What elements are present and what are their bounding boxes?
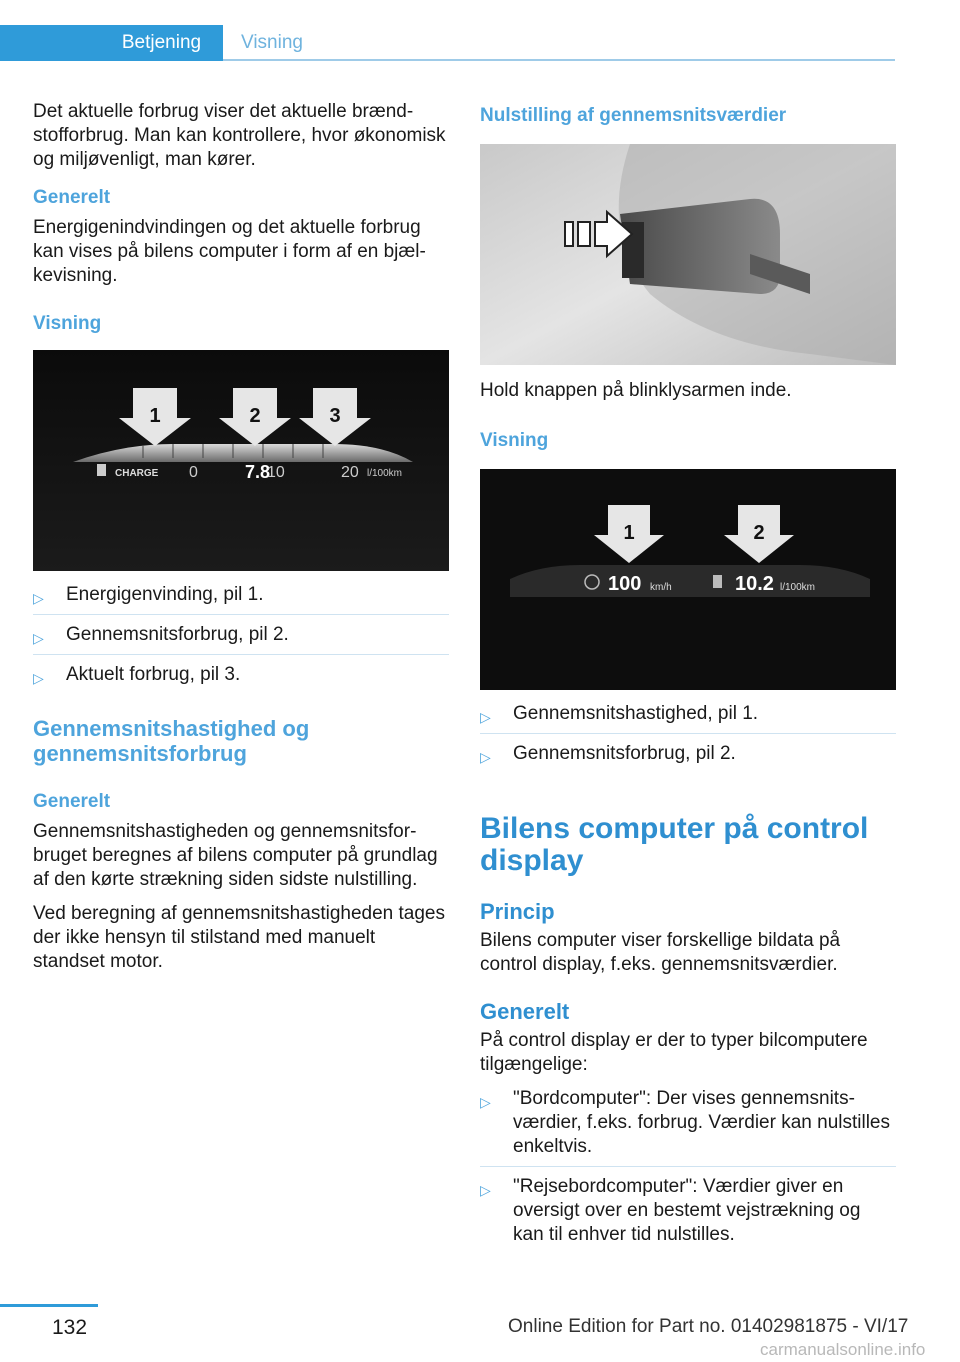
caption-lever: Hold knappen på blinklysarmen inde.: [480, 380, 792, 401]
heading-visning: Visning: [33, 313, 102, 334]
list-item: ▷ Energigenvinding, pil 1.: [33, 583, 449, 615]
gennemsnit-paragraph-1: Gennemsnitshastigheden og gennemsnitsforbruget beregnes af bilens computer på grundlag af den kørte strækning siden sidste nulstilling.: [33, 821, 438, 890]
fuel-pump-icon: [97, 464, 106, 476]
charge-label: CHARGE: [115, 468, 159, 479]
arrow-3-label: 3: [329, 405, 341, 427]
turn-signal-lever-illustration: [480, 144, 896, 365]
arrow-1-label: 1: [623, 522, 635, 544]
list-figure1: [33, 583, 449, 694]
generelt-paragraph: Energigenindvindingen og det aktuelle forbrug kan vises på bilens computer i form af en bjælkevisning.: [33, 217, 426, 286]
left-column: [33, 100, 449, 984]
list-item: ▷ Aktuelt forbrug, pil 3.: [33, 656, 449, 694]
header-tabs: [0, 25, 895, 61]
list-computers: [480, 1087, 896, 1254]
list-item: ▷ "Bordcomputer": Der vises gennemsnitsværdier, f.eks. forbrug. Værdier kan nulstilles enkeltvis.: [480, 1087, 896, 1167]
triangle-bullet-icon: ▷: [33, 590, 44, 606]
scale-0: 0: [189, 464, 198, 481]
triangle-bullet-icon: ▷: [33, 670, 44, 686]
fuel-unit: l/100km: [780, 582, 816, 593]
intro-paragraph: Det aktuelle forbrug viser det aktuelle brændstofforbrug. Man kan kontrollere, hvor økonomisk og miljøvenligt, man kører.: [33, 101, 446, 170]
arrow-2-label: 2: [249, 405, 261, 427]
arrow-2-label: 2: [753, 522, 765, 544]
footer-divider: [0, 1304, 98, 1307]
right-column: [480, 104, 896, 1255]
triangle-bullet-icon: ▷: [480, 709, 491, 725]
heading-generelt: Generelt: [33, 187, 111, 208]
scale-10: 10: [267, 464, 285, 481]
scale-unit: l/100km: [367, 468, 403, 479]
triangle-bullet-icon: ▷: [480, 1182, 491, 1198]
gennemsnit-paragraph-2: Ved beregning af gennemsnitshastigheden tages der ikke hensyn til stilstand med manuelt standset motor.: [33, 903, 445, 972]
average-values-figure: [480, 469, 896, 690]
list-item: ▷ Gennemsnitsforbrug, pil 2.: [33, 616, 449, 655]
heading-princip: Princip: [480, 899, 555, 924]
princip-paragraph: Bilens computer viser forskellige bildata på control display, f.eks. gennemsnitsværdier.: [480, 930, 841, 975]
list-item: ▷ "Rejsebordcomputer": Værdier giver en oversigt over en bestemt vejstrækning og kan til enhver tid nulstilles.: [480, 1176, 861, 1245]
triangle-bullet-icon: ▷: [480, 1094, 491, 1110]
watermark: carmanualsonline.info: [760, 1340, 926, 1359]
average-values-illustration: [480, 469, 896, 690]
heading-generelt-2: Generelt: [33, 791, 111, 812]
scale-20: 20: [341, 464, 359, 481]
fuel-pump-icon: [713, 575, 722, 588]
page-number: 132: [52, 1316, 88, 1339]
tab-visning[interactable]: Visning: [241, 32, 303, 53]
heading-generelt-right: Generelt: [480, 999, 570, 1024]
speed-value: 100: [608, 573, 642, 595]
tab-betjening[interactable]: Betjening: [0, 25, 223, 61]
heading-visning-right: Visning: [480, 430, 549, 451]
list-figure2: [480, 702, 896, 773]
display-band: [510, 565, 870, 597]
fuel-value: 10.2: [735, 573, 774, 595]
triangle-bullet-icon: ▷: [33, 630, 44, 646]
list-item: ▷ Gennemsnitsforbrug, pil 2.: [480, 735, 896, 773]
turn-signal-lever-figure: [480, 144, 896, 365]
list-item: ▷ Gennemsnitshastighed, pil 1.: [480, 702, 896, 734]
consumption-bar-figure: [33, 350, 449, 571]
scale-current: 7.8: [245, 462, 271, 482]
edition-note: Online Edition for Part no. 01402981875 - VI/17: [508, 1316, 909, 1337]
generelt-paragraph-right: På control display er der to typer bilcomputere tilgængelige:: [480, 1030, 868, 1075]
heading-bilens-computer: Bilens computer på control display: [480, 812, 869, 877]
heading-gennemsnit: Gennemsnitshastighed og gennemsnitsforbrug: [33, 716, 310, 766]
tab-divider: [223, 59, 895, 61]
triangle-bullet-icon: ▷: [480, 749, 491, 765]
arrow-1-label: 1: [149, 405, 161, 427]
speed-unit: km/h: [650, 582, 672, 593]
heading-nulstilling: Nulstilling af gennemsnitsværdier: [480, 105, 787, 126]
consumption-bar-illustration: [33, 350, 449, 571]
